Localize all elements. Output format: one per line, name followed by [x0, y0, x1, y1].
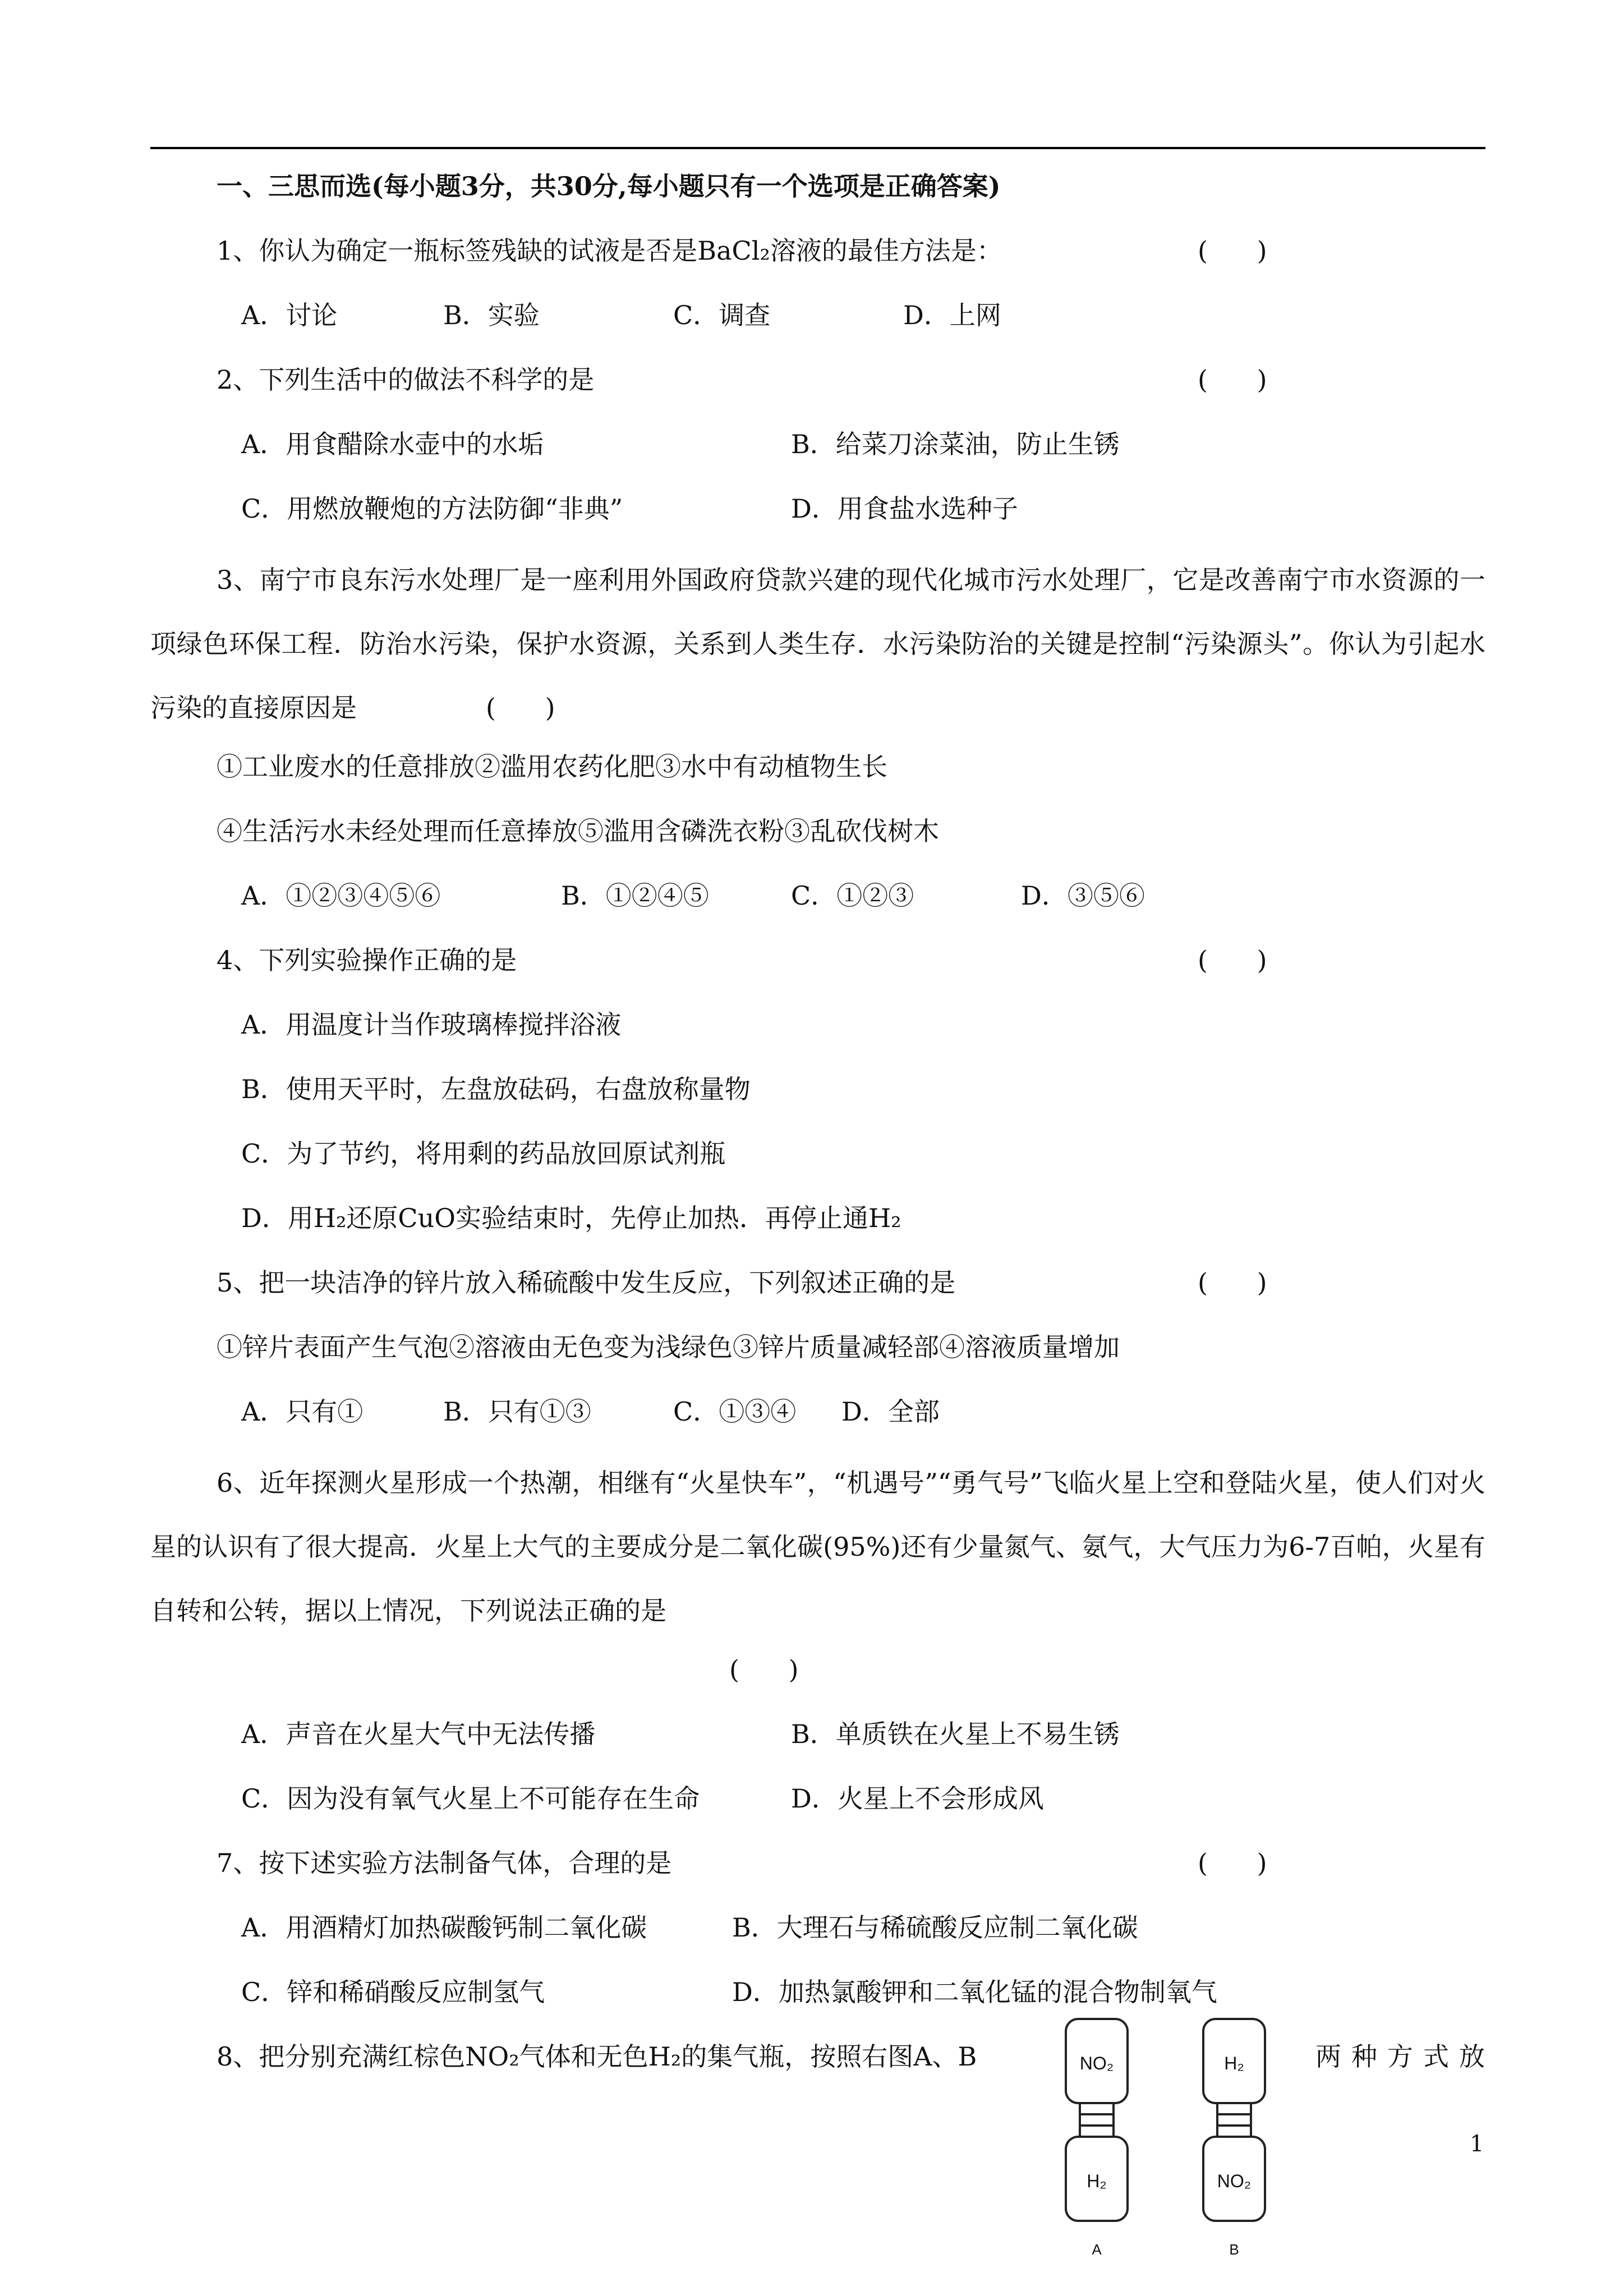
answer-paren-3: ( ): [486, 693, 555, 723]
q3-option-d: D．③⑤⑥: [1021, 880, 1145, 911]
bottle-b-neck: [1217, 2103, 1251, 2137]
q7-option-c: C．锌和稀硝酸反应制氢气: [241, 1977, 545, 2007]
q7-option-a: A．用酒精灯加热碳酸钙制二氧化碳: [241, 1912, 647, 1943]
answer-paren-7: ( ): [1198, 1848, 1267, 1878]
header-rule: [150, 147, 1485, 149]
q1-option-a: A．讨论: [241, 300, 338, 330]
q7-option-b: B．大理石与稀硫酸反应制二氧化碳: [732, 1912, 1138, 1943]
q3-option-a: A．①②③④⑤⑥: [241, 880, 441, 911]
q2-option-a: A．用食醋除水壶中的水垢: [241, 429, 544, 459]
section-title: 一、三思而选(每小题3分，共30分,每小题只有一个选项是正确答案): [217, 171, 1001, 201]
question-8: 8、把分别充满红棕色NO₂气体和无色H₂的集气瓶，按照右图A、B: [217, 2041, 977, 2072]
q6-option-d: D．火星上不会形成风: [791, 1783, 1044, 1814]
q3-statement-1: ①工业废水的任意排放②滥用农药化肥③水中有动植物生长: [217, 751, 887, 782]
question-2: 2、下列生活中的做法不科学的是: [217, 365, 595, 395]
q2-option-d: D．用食盐水选种子: [791, 494, 1018, 524]
q6-option-c: C．因为没有氧气火星上不可能存在生命: [241, 1783, 700, 1814]
q1-option-d: D．上网: [903, 300, 1001, 330]
page-number: 1: [1470, 2131, 1484, 2157]
bottle-b-top-label: H₂: [1224, 2053, 1244, 2073]
answer-paren-4: ( ): [1198, 945, 1267, 975]
q2-option-b: B．给菜刀涂菜油，防止生锈: [791, 429, 1120, 459]
q3-statement-2: ④生活污水未经处理而任意捧放⑤滥用含磷洗衣粉③乱砍伐树木: [217, 816, 939, 846]
figure-label-b: B: [1229, 2241, 1239, 2258]
q4-option-b: B．使用天平时，左盘放砝码，右盘放称量物: [241, 1074, 751, 1104]
question-7: 7、按下述实验方法制备气体，合理的是: [217, 1848, 672, 1878]
q5-statements: ①锌片表面产生气泡②溶液由无色变为浅绿色③锌片质量减轻部④溶液质量增加: [217, 1332, 1120, 1362]
q5-option-b: B．只有①③: [443, 1396, 591, 1427]
answer-paren-5: ( ): [1198, 1267, 1267, 1298]
q3-option-b: B．①②④⑤: [561, 880, 709, 911]
q4-option-c: C．为了节约，将用剩的药品放回原试剂瓶: [241, 1138, 726, 1169]
question-8-tail: 两种方式放: [1315, 2041, 1495, 2072]
question-3: [150, 548, 1485, 740]
q3-option-c: C．①②③: [791, 880, 914, 911]
q5-option-c: C．①③④: [673, 1396, 797, 1427]
question-4: 4、下列实验操作正确的是: [217, 945, 517, 975]
answer-paren-2: ( ): [1198, 365, 1267, 395]
bottle-a-bottom-label: H₂: [1087, 2171, 1107, 2191]
question-6: 6、近年探测火星形成一个热潮，相继有“火星快车”，“机遇号”“勇气号”飞临火星上空和登陆火星，使人们对火星的认识有了很大提高．火星上大气的主要成分是二氧化碳(95%)还有少量氮气、氨气，大气压力为6-7百帕，火星有自转和公转，据以上情况，下列说法正确的是: [150, 1468, 1485, 1626]
answer-paren-1: ( ): [1198, 236, 1267, 266]
answer-paren-6: ( ): [729, 1654, 799, 1685]
q4-option-a: A．用温度计当作玻璃棒搅拌浴液: [241, 1009, 622, 1040]
bottle-b-bottom-label: NO₂: [1217, 2171, 1252, 2191]
q6-option-a: A．声音在火星大气中无法传播: [241, 1719, 596, 1749]
bottle-a-top-label: NO₂: [1079, 2053, 1114, 2073]
q2-option-c: C．用燃放鞭炮的方法防御“非典”: [241, 494, 623, 524]
q7-option-d: D．加热氯酸钾和二氧化锰的混合物制氧气: [732, 1977, 1217, 2007]
question-3-text: 3、南宁市良东污水处理厂是一座利用外国政府贷款兴建的现代化城市污水处理厂，它是改善南宁市水资源的一项绿色环保工程．防治水污染，保护水资源，关系到人类生存．水污染防治的关键是控制“污染源头”。你认为引起水污染的直接原因是: [150, 565, 1485, 723]
q5-option-d: D．全部: [841, 1396, 940, 1427]
figure-label-a: A: [1092, 2241, 1102, 2258]
q6-option-b: B．单质铁在火星上不易生锈: [791, 1719, 1120, 1749]
question-1: 1、你认为确定一瓶标签残缺的试液是否是BaCl₂溶液的最佳方法是：: [217, 236, 1002, 266]
q5-option-a: A．只有①: [241, 1396, 364, 1427]
gas-bottle-figure: [1055, 2013, 1290, 2294]
q1-option-c: C．调查: [673, 300, 771, 330]
q1-option-b: B．实验: [443, 300, 540, 330]
bottle-a-neck: [1080, 2103, 1114, 2137]
q4-option-d: D．用H₂还原CuO实验结束时，先停止加热．再停止通H₂: [241, 1203, 901, 1233]
question-5: 5、把一块洁净的锌片放入稀硫酸中发生反应，下列叙述正确的是: [217, 1267, 956, 1298]
